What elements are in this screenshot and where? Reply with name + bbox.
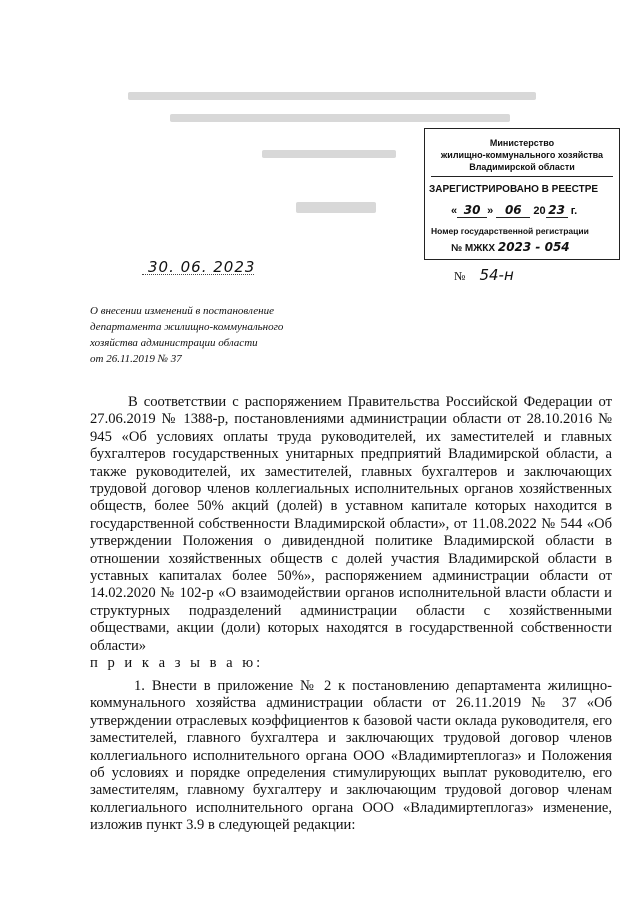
stamp-reg-number [451, 240, 570, 254]
document-number [454, 266, 514, 284]
document-date-underline [142, 274, 254, 275]
subject-line: хозяйства администрации области [90, 337, 258, 349]
stamp-reg-number-value: 2023 - 054 [497, 240, 570, 254]
stamp-reg-number-label: Номер государственной регистрации [431, 226, 589, 236]
stamp-title-line: Министерство [489, 138, 555, 148]
stamp-reg-number-prefix: № МЖКХ [451, 243, 496, 254]
document-date: 30. 06. 2023 [148, 258, 256, 276]
document-subject [90, 303, 350, 367]
stamp-title-line: жилищно-коммунального хозяйства [440, 150, 604, 160]
preamble-text: В соответствии с распоряжением Правительства Российской Федерации от 27.06.2019 № 1388-р, постановлениями администрации области от 28.10.2016 № 945 «Об условиях оплаты труда руководителей, их заместителей и главных бухгалтеров государственных унитарных предприятий Владимирской области, а также руководителей, их заместителей, главных бухгалтеров и заключающих трудовой договор членов коллегиальных исполнительных органов хозяйственных обществ, более 50% акций (долей) в уставном капитале которых находится в государственной собственности Владимирской области», от 11.08.2022 № 544 «Об утверждении Положения о дивидендной политике Владимирской области в отношении хозяйственных обществ с долей участия Владимирской области в уставных капиталах более 50%», распоряжением администрации области от 14.02.2020 № 102-р «О взаимодействии органов исполнительной власти области и структурных подразделений администрации области с хозяйственными обществами, акции (доли) которых находятся в государственной собственности области» [90, 394, 612, 654]
document-number-value: 54-н [479, 266, 514, 284]
stamp-registration-date: « 30 » 06 20 23 г. [451, 203, 578, 217]
subject-line: департамента жилищно-коммунального [90, 321, 284, 333]
document-number-prefix: № [454, 269, 466, 283]
subject-line: от 26.11.2019 № 37 [90, 353, 182, 365]
faded-header-line-1 [128, 92, 536, 100]
stamp-title-line: Владимирской области [469, 162, 575, 172]
faded-header-line-3 [262, 150, 396, 158]
stamp-ministry-title [425, 129, 619, 173]
stamp-divider [431, 176, 613, 177]
preamble-paragraph [90, 394, 612, 673]
stamp-year-abbr: г. [570, 205, 578, 217]
stamp-reg-month: 06 [496, 203, 530, 218]
stamp-reg-year-prefix: 20 [533, 205, 546, 217]
stamp-reg-day: 30 [457, 203, 487, 218]
order-word: п р и к а з ы в а ю: [90, 655, 264, 672]
clause-1-paragraph: 1. Внести в приложение № 2 к постановлению департамента жилищно-коммунального хозяйства администрации области от 26.11.2019 № 37 «Об утверждении отраслевых коэффициентов к базовой части оклада руководителя, его заместителей, главного бухгалтера и заключающих трудовой договор членов коллегиального исполнительного органа ООО «Владимиртеплогаз» и Положения об условиях и порядке определения стимулирующих выплат руководителю, его заместителям, главному бухгалтеру и заключающим трудовой договор членам коллегиального исполнительного органа ООО «Владимиртеплогаз» изменение, изложив пункт 3.9 в следующей редакции: [90, 678, 612, 834]
faded-order-heading [296, 202, 376, 213]
registration-stamp [424, 128, 620, 260]
stamp-registered-label: ЗАРЕГИСТРИРОВАНО В РЕЕСТРЕ [429, 184, 599, 195]
stamp-reg-year-suffix: 23 [546, 203, 568, 218]
subject-line: О внесении изменений в постановление [90, 305, 274, 317]
faded-header-line-2 [170, 114, 510, 122]
